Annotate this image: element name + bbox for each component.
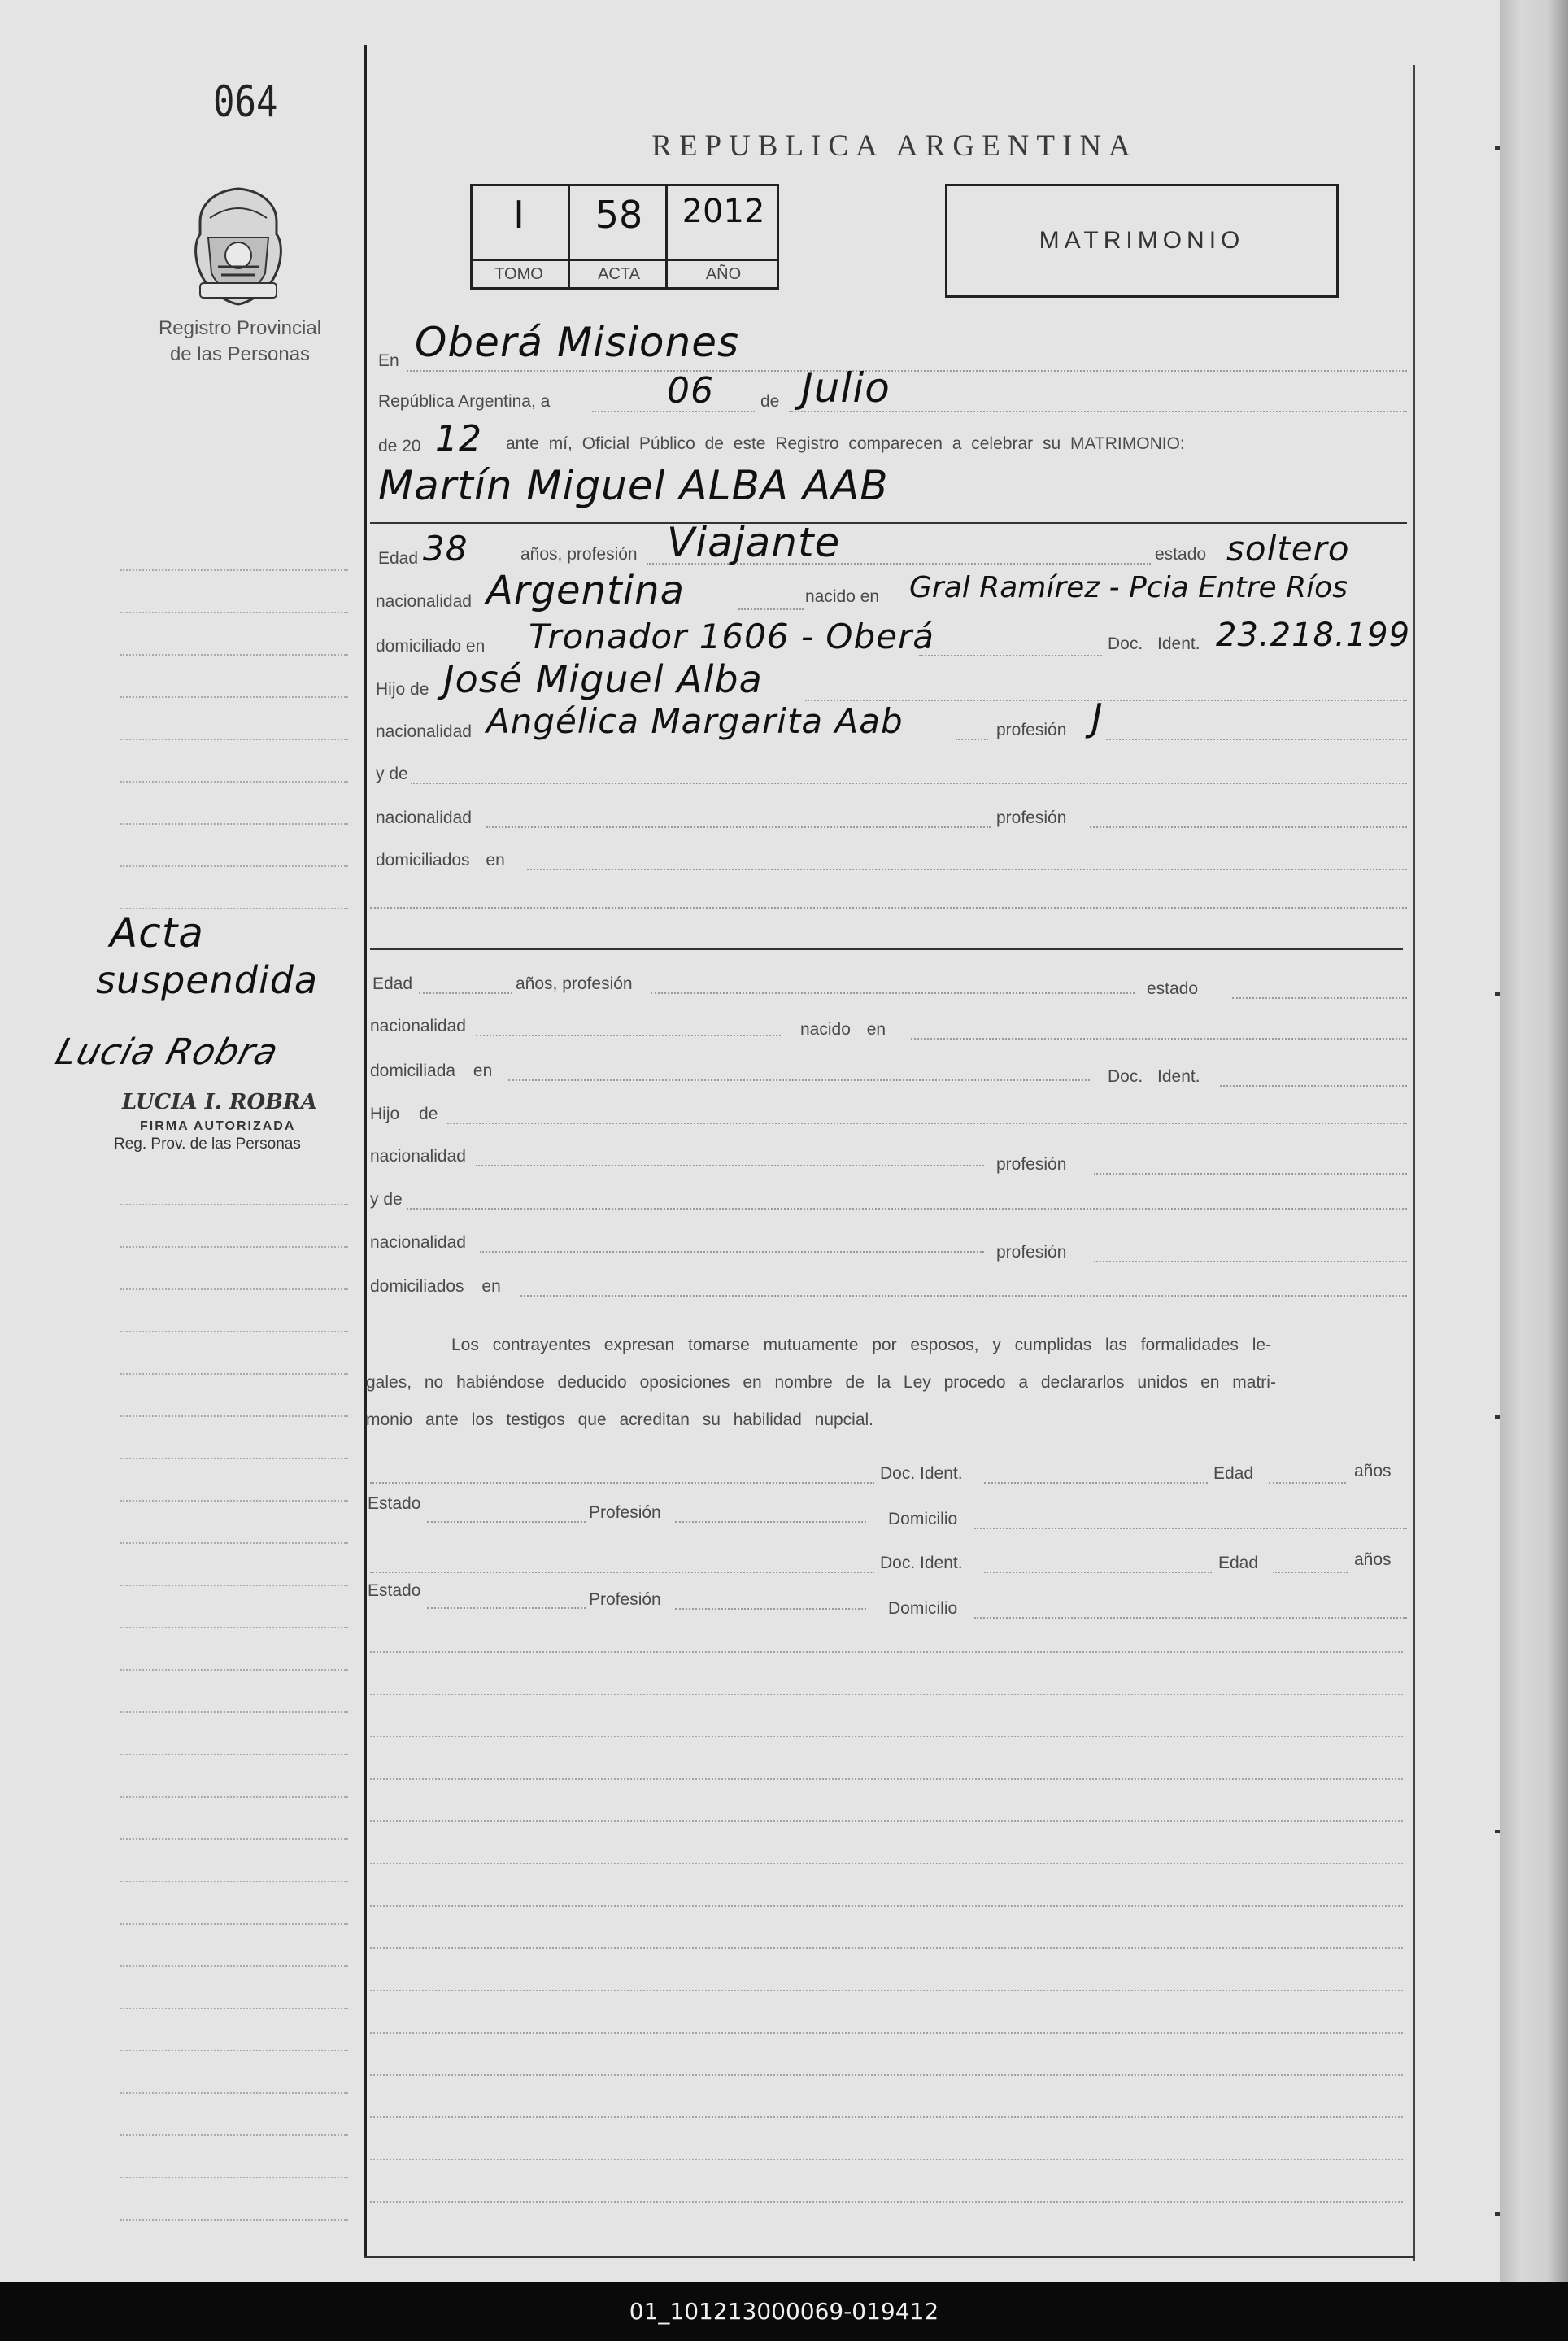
yde-label: y de xyxy=(376,765,408,783)
c2-nacionalidad2-label: nacionalidad xyxy=(370,1147,466,1166)
nacido-value: Gral Ramírez - Pcia Entre Ríos xyxy=(909,571,1348,604)
c2-nacido-label: nacido en xyxy=(800,1020,886,1039)
right-vertical-rule xyxy=(1413,65,1415,2261)
registry-line-2: de las Personas xyxy=(169,343,311,365)
bottom-rule xyxy=(364,2256,1415,2258)
year-suffix: 12 xyxy=(435,418,482,460)
testigo2-estado-label: Estado xyxy=(368,1581,421,1600)
book-spine-edge xyxy=(1500,0,1568,2282)
province-seal-icon xyxy=(185,185,291,307)
testigo1-estado-label: Estado xyxy=(368,1494,421,1513)
domiciliado-label: domiciliado en xyxy=(376,637,486,656)
anios-profesion-label: años, profesión xyxy=(520,545,638,564)
testigo2-domicilio-label: Domicilio xyxy=(888,1599,958,1618)
declaration-line-3: monio ante los testigos que acreditan su habilidad nupcial. xyxy=(366,1410,874,1429)
domiciliados-label: domiciliados en xyxy=(376,851,505,870)
registry-line-1: Registro Provincial xyxy=(158,317,322,339)
en-label: En xyxy=(378,351,399,370)
day-value: 06 xyxy=(667,370,714,412)
tomo-label: TOMO xyxy=(494,265,543,283)
acta-header-box xyxy=(470,184,779,290)
anio-label: AÑO xyxy=(705,265,742,283)
margin-note-line-2: suspendida xyxy=(96,958,319,1002)
anio-value: 2012 xyxy=(682,193,765,230)
testigo1-doc-label: Doc. Ident. xyxy=(880,1464,963,1483)
nacido-label: nacido en xyxy=(805,587,880,606)
profesion-value: Viajante xyxy=(667,519,841,566)
domicilio-value: Tronador 1606 - Oberá xyxy=(529,617,934,656)
testigo1-domicilio-label: Domicilio xyxy=(888,1510,958,1528)
hijo-label: Hijo de xyxy=(376,680,429,699)
declaration-line-1: Los contrayentes expresan tomarse mutuamente por esposos, y cumplidas las formalidades le- xyxy=(451,1336,1272,1354)
groom-name: Martín Miguel ALBA AAB xyxy=(378,462,889,509)
c2-hijo-label: Hijo de xyxy=(370,1105,438,1123)
testigo2-edad-label: Edad xyxy=(1218,1554,1259,1572)
comparecen-text: ante mí, Oficial Público de este Registro comparecen a celebrar su MATRIMONIO: xyxy=(506,434,1185,453)
year-prefix: de 20 xyxy=(378,437,421,456)
anio-cell xyxy=(665,186,779,287)
c2-estado-label: estado xyxy=(1147,979,1199,998)
estado-label: estado xyxy=(1155,545,1207,564)
c2-edad-label: Edad xyxy=(372,974,413,993)
country-title: REPUBLICA ARGENTINA xyxy=(651,129,1138,163)
testigo2-doc-label: Doc. Ident. xyxy=(880,1554,963,1572)
stamp-office: Reg. Prov. de las Personas xyxy=(114,1136,301,1153)
c2-domiciliada-label: domiciliada en xyxy=(370,1062,493,1080)
act-type: MATRIMONIO xyxy=(1039,227,1245,254)
padre-value: José Miguel Alba xyxy=(443,657,763,701)
testigo2-profesion-label: Profesión xyxy=(589,1590,661,1609)
c2-nacionalidad3-label: nacionalidad xyxy=(370,1233,466,1252)
estado-value: soltero xyxy=(1226,529,1350,569)
c2-domiciliados-label: domiciliados en xyxy=(370,1277,501,1296)
stamp-role: FIRMA AUTORIZADA xyxy=(140,1119,296,1133)
nacionalidad-label: nacionalidad xyxy=(376,592,472,611)
left-vertical-rule xyxy=(364,45,367,2257)
acta-value: 58 xyxy=(595,193,643,237)
nacionalidad-value: Argentina xyxy=(486,568,685,613)
c2-profesion-label: profesión xyxy=(996,1155,1067,1174)
c2-doc-label: Doc. Ident. xyxy=(1108,1067,1200,1086)
c2-anios-profesion-label: años, profesión xyxy=(516,974,633,993)
profesion-label: profesión xyxy=(996,721,1067,739)
edad-label: Edad xyxy=(378,549,419,568)
acta-cell xyxy=(568,186,668,287)
nacionalidad3-label: nacionalidad xyxy=(376,809,472,827)
margin-signature: Lucia Robra xyxy=(51,1031,284,1073)
stamp-name: LUCIA I. ROBRA xyxy=(122,1090,317,1114)
c2-yde-label: y de xyxy=(370,1190,403,1209)
c2-profesion3-label: profesión xyxy=(996,1243,1067,1262)
tomo-value: I xyxy=(513,193,525,237)
act-type-box xyxy=(945,184,1339,298)
declaration-line-2: gales, no habiéndose deducido oposiciones en nombre de la Ley procedo a declararlos unidos en matri- xyxy=(366,1373,1276,1392)
doc-value: 23.218.199 xyxy=(1216,617,1411,654)
acta-label: ACTA xyxy=(598,265,640,283)
profesion-padres-value: J xyxy=(1091,695,1104,739)
testigo1-anios-label: años xyxy=(1354,1462,1392,1480)
section-divider xyxy=(370,948,1403,950)
month-value: Julio xyxy=(801,364,891,412)
scan-footer-id: 01_101213000069-019412 xyxy=(0,2282,1568,2341)
c2-nacionalidad-label: nacionalidad xyxy=(370,1017,466,1035)
doc-label: Doc. Ident. xyxy=(1108,634,1200,653)
nacionalidad2-label: nacionalidad xyxy=(376,722,472,741)
republica-label: República Argentina, a xyxy=(378,392,551,411)
tomo-cell xyxy=(470,186,568,287)
margin-note-line-1: Acta xyxy=(110,909,204,957)
de-label: de xyxy=(760,392,780,411)
place-value: Oberá Misiones xyxy=(415,319,740,366)
madre-value: Angélica Margarita Aab xyxy=(486,701,904,741)
testigo2-anios-label: años xyxy=(1354,1550,1392,1569)
testigo1-profesion-label: Profesión xyxy=(589,1503,661,1522)
testigo1-edad-label: Edad xyxy=(1213,1464,1254,1483)
page-number: 064 xyxy=(213,76,278,128)
edad-value: 38 xyxy=(423,529,468,569)
profesion3-label: profesión xyxy=(996,809,1067,827)
